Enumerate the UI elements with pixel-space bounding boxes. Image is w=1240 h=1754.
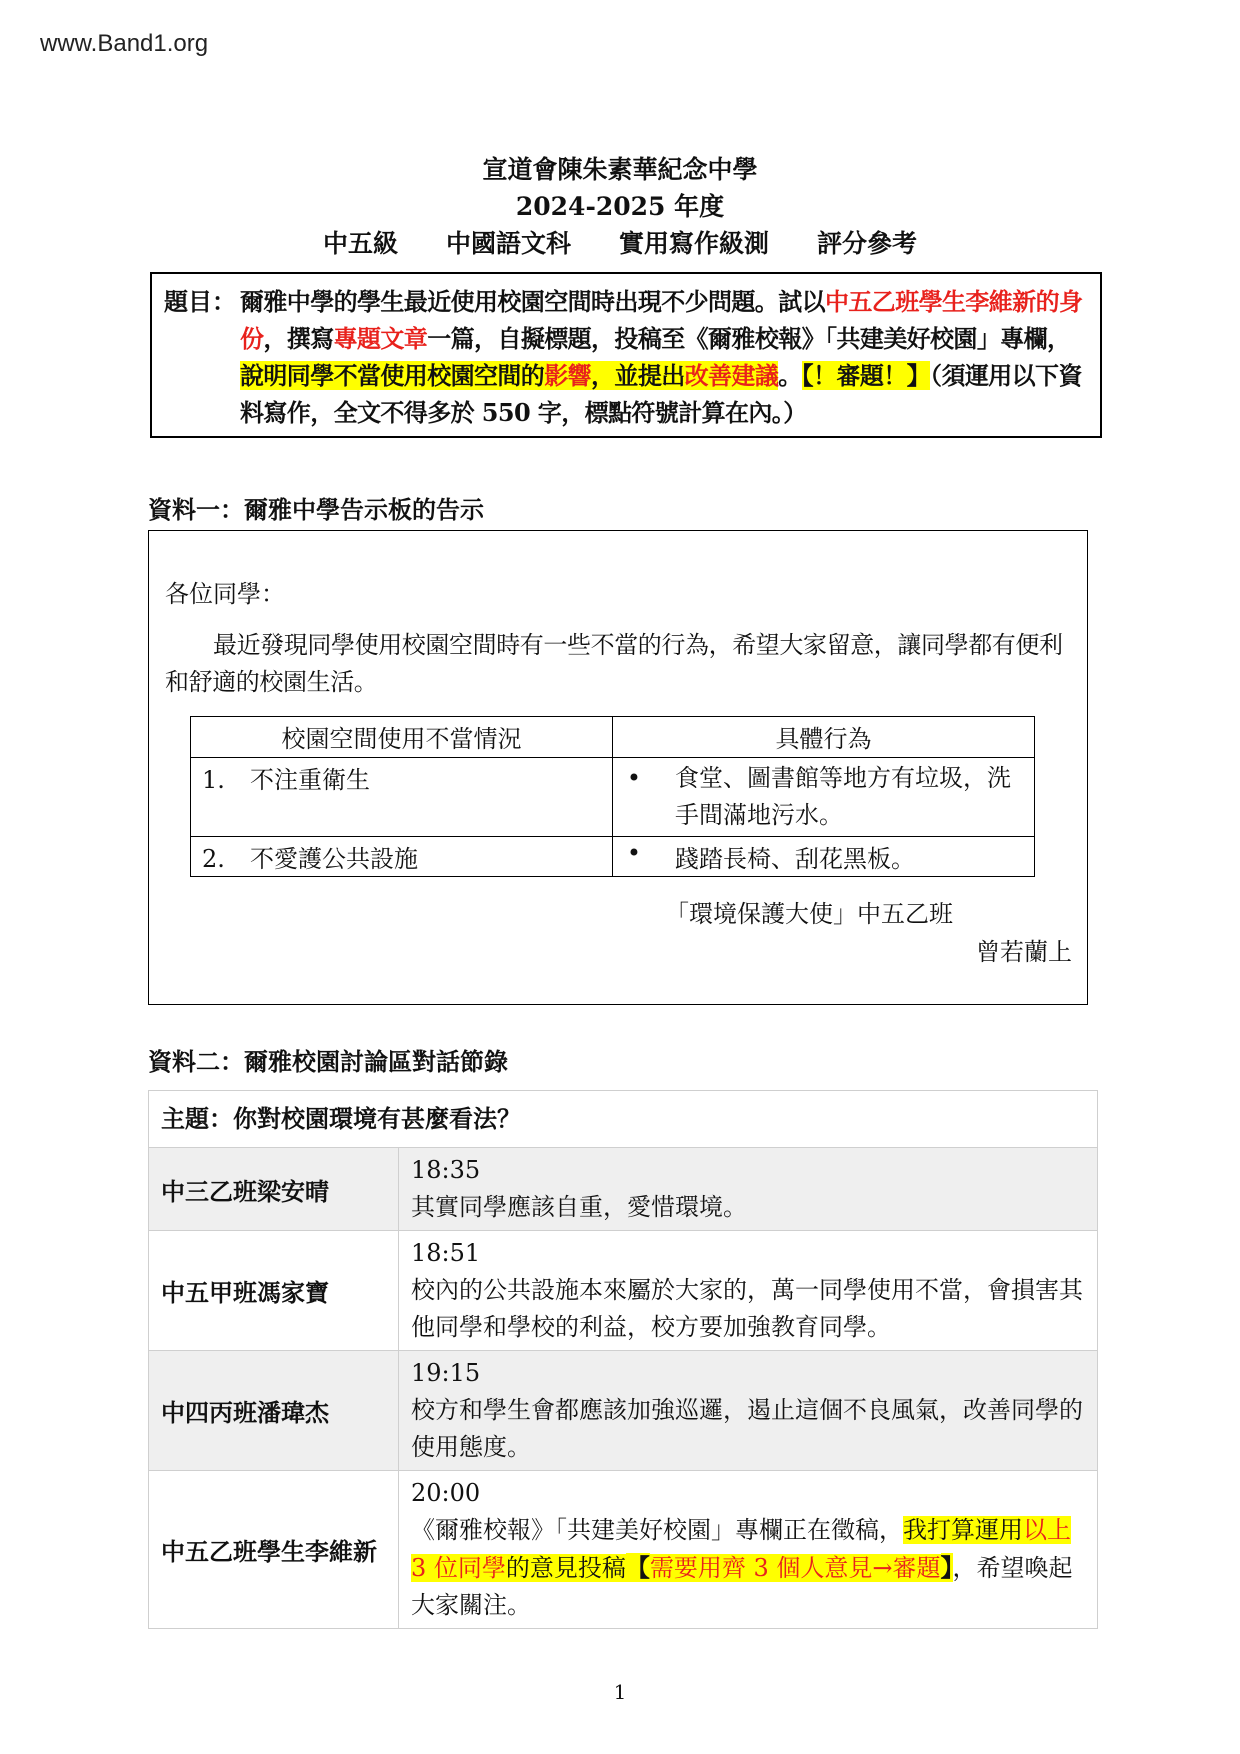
page-number: 1 [613, 1680, 627, 1704]
post-text: 校方和學生會都應該加強巡邏，遏止這個不良風氣，改善同學的使用態度。 [411, 1396, 1083, 1461]
question-requirements: （須運用以下資料寫作，全文不得多於 550 字，標點符號計算在內。） [240, 361, 1082, 427]
bullet-icon: • [626, 839, 642, 867]
table-row [191, 837, 1035, 877]
post-text [411, 1512, 1087, 1624]
question-part: 爾雅中學的學生最近使用校園空間時出現不少問題。試以 [240, 287, 825, 316]
notice-signature-role: 「環境保護大使」中五乙班 [665, 900, 953, 928]
grade: 中五級 [322, 229, 398, 258]
review-note: 需要用齊 3 個人意見→審題 [649, 1554, 941, 1582]
row-number: 1. [202, 766, 225, 794]
source1-heading: 資料一：爾雅中學告示板的告示 [148, 495, 484, 524]
row-behavior: 食堂、圖書館等地方有垃圾，洗手間滿地污水。 [675, 764, 1011, 829]
post-text-highlight: 以上 3 位同學 [411, 1516, 1071, 1582]
question-text [240, 283, 1088, 431]
table-row [149, 1351, 1097, 1471]
post-text-highlight: 的意見投稿 [505, 1554, 626, 1582]
review-bracket: 【 [625, 1553, 650, 1582]
poster-name: 中五甲班馮家寶 [149, 1231, 399, 1350]
doc-type: 評分參考 [817, 229, 918, 258]
post-message [399, 1148, 1097, 1230]
subject: 中國語文科 [445, 229, 571, 258]
question-part: 一篇，自擬標題，投稿至《爾雅校報》「共建美好校園」專欄， [427, 324, 1071, 353]
table-row [149, 1471, 1097, 1628]
discussion-table [148, 1090, 1098, 1629]
table-header: 校園空間使用不當情況 [191, 717, 613, 758]
review-bracket: 】 [940, 1553, 953, 1582]
question-part: ，撰寫 [263, 324, 334, 353]
exam-info-row [0, 224, 1240, 260]
post-text: 校內的公共設施本來屬於大家的，萬一同學使用不當，會損害其他同學和學校的利益，校方要加強教育同學。 [411, 1276, 1083, 1341]
table-row [149, 1231, 1097, 1351]
bullet-icon: • [626, 764, 642, 792]
question-genre: 專題文章 [333, 324, 428, 353]
source2-heading: 資料二：爾雅校園討論區對話節錄 [148, 1047, 508, 1076]
school-name: 宣道會陳朱素華紀念中學 [482, 155, 758, 184]
poster-name: 中三乙班梁安晴 [149, 1148, 399, 1230]
post-time: 19:15 [411, 1359, 481, 1387]
poster-name: 中五乙班學生李維新 [149, 1471, 399, 1628]
question-review-note: 【！審題！】 [801, 361, 931, 390]
post-message [399, 1351, 1097, 1470]
question-focus-suggestion: 改善建議 [684, 361, 779, 390]
question-label: 題目： [164, 287, 236, 316]
exam-name: 實用寫作級測 [619, 229, 770, 258]
post-text-highlight: 我打算運用 [903, 1516, 1023, 1544]
post-text-part: ，希望喚起大家關注。 [411, 1554, 1073, 1619]
school-year: 2024-2025 年度 [515, 192, 725, 221]
row-situation: 不注重衛生 [250, 766, 370, 794]
post-message [399, 1471, 1097, 1628]
table-header: 具體行為 [613, 717, 1035, 758]
row-behavior: 踐踏長椅、刮花黑板。 [675, 845, 915, 873]
post-time: 18:35 [411, 1156, 481, 1184]
question-identity: 中五乙班學生李維新的身份 [240, 287, 1083, 353]
table-row [149, 1148, 1097, 1231]
post-text: 其實同學應該自重，愛惜環境。 [411, 1193, 747, 1221]
discussion-topic: 主題：你對校園環境有甚麼看法？ [149, 1091, 1097, 1148]
question-box [150, 272, 1102, 438]
row-situation: 不愛護公共設施 [250, 845, 418, 873]
table-row [191, 758, 1035, 837]
post-time: 20:00 [411, 1479, 481, 1507]
misuse-table [190, 716, 1035, 877]
notice-greeting: 各位同學： [165, 580, 285, 608]
question-part: ，並提出 [591, 361, 685, 390]
site-url: www.Band1.org [40, 30, 209, 57]
post-message [399, 1231, 1097, 1350]
post-time: 18:51 [411, 1239, 481, 1267]
post-text-part: 《爾雅校報》「共建美好校園」專欄正在徵稿， [411, 1516, 903, 1544]
poster-name: 中四丙班潘瑋杰 [149, 1351, 399, 1470]
question-part: 說明同學不當使用校園空間的 [240, 361, 545, 390]
notice-body: 最近發現同學使用校園空間時有一些不當的行為，希望大家留意，讓同學都有便利和舒適的校園生活。 [165, 631, 1063, 696]
question-focus-impact: 影響 [544, 361, 592, 390]
question-part: 。 [778, 361, 802, 390]
notice-signature-name: 曾若蘭上 [976, 938, 1072, 966]
row-number: 2. [202, 845, 225, 873]
